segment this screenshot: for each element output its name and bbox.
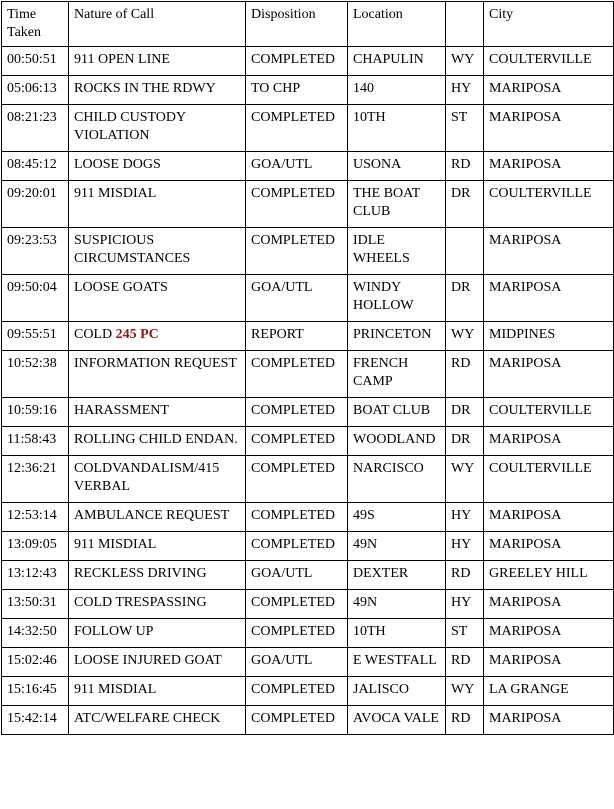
cell-time <box>2 105 69 152</box>
cell-city-text: COULTERVILLE <box>489 52 592 67</box>
cell-suffix-text: RD <box>451 566 471 581</box>
cell-city-text: MARIPOSA <box>489 280 562 295</box>
cell-location <box>348 503 446 532</box>
table-row <box>2 275 614 322</box>
table-row <box>2 677 614 706</box>
cell-disposition <box>246 228 348 275</box>
cell-disposition <box>246 275 348 322</box>
cell-time-text: 15:02:46 <box>7 653 57 668</box>
cell-suffix-text: RD <box>451 157 471 172</box>
header-location-suffix <box>446 2 484 47</box>
cell-suffix <box>446 351 484 398</box>
cell-city-text: COULTERVILLE <box>489 403 592 418</box>
cell-disposition-text: GOA/UTL <box>251 566 313 581</box>
cell-nature <box>69 427 246 456</box>
cell-nature <box>69 398 246 427</box>
cell-location <box>348 590 446 619</box>
cell-nature-text: AMBULANCE REQUEST <box>74 508 230 523</box>
cell-location-text: AVOCA VALE <box>353 711 439 726</box>
cell-city-text: MARIPOSA <box>489 653 562 668</box>
cell-time-text: 12:36:21 <box>7 461 57 476</box>
cell-location <box>348 152 446 181</box>
cell-time-text: 09:50:04 <box>7 280 57 295</box>
cell-time <box>2 706 69 735</box>
cell-suffix <box>446 105 484 152</box>
table-row <box>2 619 614 648</box>
cell-time-text: 00:50:51 <box>7 52 57 67</box>
cell-nature-text: HARASSMENT <box>74 403 169 418</box>
cell-time-text: 08:45:12 <box>7 157 57 172</box>
cell-suffix-text: RD <box>451 653 471 668</box>
cell-location-text: CHAPULIN <box>353 52 424 67</box>
cell-location <box>348 532 446 561</box>
cell-suffix-text: WY <box>451 327 475 342</box>
cell-city <box>484 619 614 648</box>
cell-suffix-text: DR <box>451 186 471 201</box>
cell-suffix <box>446 648 484 677</box>
header-disposition: Disposition <box>246 2 348 47</box>
cell-city-text: MARIPOSA <box>489 110 562 125</box>
cell-time <box>2 561 69 590</box>
cell-disposition <box>246 181 348 228</box>
cell-location <box>348 398 446 427</box>
cell-suffix-text: RD <box>451 711 471 726</box>
cell-time-text: 09:55:51 <box>7 327 57 342</box>
cell-disposition-text: COMPLETED <box>251 537 335 552</box>
cell-nature-text: RECKLESS DRIVING <box>74 566 207 581</box>
cell-nature <box>69 228 246 275</box>
table-row <box>2 590 614 619</box>
cell-time-text: 14:32:50 <box>7 624 57 639</box>
cell-disposition <box>246 590 348 619</box>
cell-nature-text: COLD TRESPASSING <box>74 595 207 610</box>
cell-suffix <box>446 619 484 648</box>
cell-nature <box>69 322 246 351</box>
cell-city <box>484 275 614 322</box>
cell-suffix-text: HY <box>451 508 472 523</box>
cell-time <box>2 275 69 322</box>
cell-disposition-text: COMPLETED <box>251 186 335 201</box>
cell-disposition <box>246 398 348 427</box>
cell-location <box>348 351 446 398</box>
cell-location-text: 140 <box>353 81 374 96</box>
table-row <box>2 181 614 228</box>
cell-suffix-text: WY <box>451 461 475 476</box>
cell-nature-text: 911 MISDIAL <box>74 682 157 697</box>
cell-nature-text: COLDVANDALISM/415 VERBAL <box>74 461 220 494</box>
cell-time-text: 05:06:13 <box>7 81 57 96</box>
cell-suffix <box>446 590 484 619</box>
cell-location-text: DEXTER <box>353 566 409 581</box>
table-row <box>2 322 614 351</box>
cell-nature <box>69 181 246 228</box>
cell-city <box>484 561 614 590</box>
cell-disposition <box>246 322 348 351</box>
cell-suffix-text: HY <box>451 81 472 96</box>
cell-nature-text: LOOSE GOATS <box>74 280 168 295</box>
cell-nature-text: SUSPICIOUS CIRCUMSTANCES <box>74 233 191 266</box>
cell-nature-text: INFORMATION REQUEST <box>74 356 237 371</box>
cell-city <box>484 427 614 456</box>
cell-city <box>484 322 614 351</box>
cell-disposition-text: TO CHP <box>251 81 301 96</box>
cell-city <box>484 706 614 735</box>
cell-time <box>2 76 69 105</box>
cell-time-text: 13:09:05 <box>7 537 57 552</box>
cell-location <box>348 561 446 590</box>
cell-time <box>2 532 69 561</box>
table-row <box>2 503 614 532</box>
cell-location-text: THE BOAT CLUB <box>353 186 421 219</box>
cell-time <box>2 503 69 532</box>
cell-location-text: PRINCETON <box>353 327 432 342</box>
table-row <box>2 398 614 427</box>
cell-disposition <box>246 76 348 105</box>
cell-suffix <box>446 427 484 456</box>
cell-city-text: MIDPINES <box>489 327 556 342</box>
cell-nature <box>69 351 246 398</box>
cell-disposition <box>246 648 348 677</box>
cell-disposition-text: GOA/UTL <box>251 653 313 668</box>
cell-time <box>2 322 69 351</box>
cell-disposition-text: REPORT <box>251 327 304 342</box>
cell-disposition-text: COMPLETED <box>251 682 335 697</box>
cell-location <box>348 181 446 228</box>
cell-city <box>484 181 614 228</box>
cell-disposition <box>246 706 348 735</box>
cell-location-text: USONA <box>353 157 402 172</box>
cell-city-text: MARIPOSA <box>489 157 562 172</box>
cell-disposition <box>246 503 348 532</box>
cell-disposition <box>246 677 348 706</box>
cell-suffix-text: DR <box>451 432 471 447</box>
cell-time-text: 15:42:14 <box>7 711 57 726</box>
cell-city-text: MARIPOSA <box>489 537 562 552</box>
cell-location <box>348 427 446 456</box>
cell-disposition-text: COMPLETED <box>251 110 335 125</box>
cell-time-text: 08:21:23 <box>7 110 57 125</box>
cell-disposition <box>246 456 348 503</box>
header-time-taken: Time Taken <box>2 2 69 47</box>
cell-disposition-text: COMPLETED <box>251 403 335 418</box>
cell-suffix-text: DR <box>451 403 471 418</box>
cell-city <box>484 76 614 105</box>
cell-city-text: LA GRANGE <box>489 682 569 697</box>
header-row <box>2 2 614 47</box>
cell-location <box>348 648 446 677</box>
cell-nature <box>69 105 246 152</box>
cell-time <box>2 47 69 76</box>
cell-location <box>348 275 446 322</box>
cell-city-text: MARIPOSA <box>489 233 562 248</box>
cell-city <box>484 456 614 503</box>
header-nature-of-call: Nature of Call <box>69 2 246 47</box>
cell-disposition-text: COMPLETED <box>251 595 335 610</box>
cell-time-text: 09:20:01 <box>7 186 57 201</box>
cell-nature-text: FOLLOW UP <box>74 624 154 639</box>
cell-nature <box>69 677 246 706</box>
cell-location-text: E WESTFALL <box>353 653 437 668</box>
cell-location-text: NARCISCO <box>353 461 424 476</box>
cell-location-text: 10TH <box>353 624 386 639</box>
cell-suffix <box>446 76 484 105</box>
cell-suffix <box>446 322 484 351</box>
cell-nature-text: ROLLING CHILD ENDAN. <box>74 432 238 447</box>
cell-location-text: 49N <box>353 537 378 552</box>
cell-location <box>348 677 446 706</box>
cell-location <box>348 619 446 648</box>
cell-city <box>484 648 614 677</box>
cell-time-text: 11:58:43 <box>7 432 57 447</box>
cell-location <box>348 105 446 152</box>
cell-nature <box>69 532 246 561</box>
cell-suffix <box>446 181 484 228</box>
table-row <box>2 648 614 677</box>
cell-disposition <box>246 351 348 398</box>
cell-disposition-text: COMPLETED <box>251 52 335 67</box>
cell-suffix <box>446 677 484 706</box>
cell-city <box>484 105 614 152</box>
cell-nature-text: ATC/WELFARE CHECK <box>74 711 221 726</box>
cell-disposition <box>246 532 348 561</box>
cell-nature <box>69 275 246 322</box>
cell-location <box>348 228 446 275</box>
cell-time <box>2 228 69 275</box>
cell-time <box>2 590 69 619</box>
cell-suffix <box>446 228 484 275</box>
cell-nature <box>69 706 246 735</box>
cell-suffix <box>446 561 484 590</box>
cell-suffix-text: RD <box>451 356 471 371</box>
cell-nature-text: 911 MISDIAL <box>74 537 157 552</box>
cell-suffix <box>446 47 484 76</box>
cell-nature <box>69 503 246 532</box>
penal-code-highlight: 245 PC <box>115 327 159 342</box>
cell-time-text: 13:12:43 <box>7 566 57 581</box>
cell-city <box>484 228 614 275</box>
cell-location-text: 49N <box>353 595 378 610</box>
cell-location <box>348 322 446 351</box>
cell-city-text: GREELEY HILL <box>489 566 588 581</box>
cell-suffix-text: WY <box>451 52 475 67</box>
cell-time <box>2 456 69 503</box>
cell-disposition-text: COMPLETED <box>251 508 335 523</box>
cell-suffix-text: DR <box>451 280 471 295</box>
cell-time-text: 09:23:53 <box>7 233 57 248</box>
cell-location-text: JALISCO <box>353 682 410 697</box>
cell-location-text: WINDY HOLLOW <box>353 280 414 313</box>
cell-disposition-text: COMPLETED <box>251 711 335 726</box>
cell-nature <box>69 76 246 105</box>
table-row <box>2 532 614 561</box>
cell-time <box>2 648 69 677</box>
cell-time-text: 10:52:38 <box>7 356 57 371</box>
cell-suffix-text: ST <box>451 624 468 639</box>
cell-disposition <box>246 47 348 76</box>
cell-time-text: 12:53:14 <box>7 508 57 523</box>
cell-disposition-text: COMPLETED <box>251 624 335 639</box>
cell-disposition-text: GOA/UTL <box>251 157 313 172</box>
table-row <box>2 351 614 398</box>
cell-disposition <box>246 105 348 152</box>
cell-nature-text: LOOSE DOGS <box>74 157 161 172</box>
cell-city-text: MARIPOSA <box>489 81 562 96</box>
cell-time-text: 13:50:31 <box>7 595 57 610</box>
cell-location-text: BOAT CLUB <box>353 403 431 418</box>
cell-time <box>2 677 69 706</box>
cell-nature <box>69 456 246 503</box>
cell-disposition <box>246 619 348 648</box>
cell-suffix <box>446 706 484 735</box>
cell-suffix <box>446 152 484 181</box>
table-row <box>2 427 614 456</box>
cell-nature-text: COLD <box>74 327 116 342</box>
cell-location-text: 10TH <box>353 110 386 125</box>
cell-city-text: MARIPOSA <box>489 624 562 639</box>
cell-city <box>484 503 614 532</box>
cell-nature-text: LOOSE INJURED GOAT <box>74 653 222 668</box>
cell-suffix <box>446 503 484 532</box>
cell-nature <box>69 648 246 677</box>
cell-suffix <box>446 456 484 503</box>
cell-suffix-text: WY <box>451 682 475 697</box>
cell-city-text: MARIPOSA <box>489 432 562 447</box>
cell-time <box>2 619 69 648</box>
cell-nature <box>69 152 246 181</box>
cell-city <box>484 152 614 181</box>
cell-time <box>2 152 69 181</box>
cell-city <box>484 398 614 427</box>
table-row <box>2 152 614 181</box>
cell-location <box>348 456 446 503</box>
cell-city-text: MARIPOSA <box>489 711 562 726</box>
cell-disposition <box>246 152 348 181</box>
cell-city-text: COULTERVILLE <box>489 186 592 201</box>
cell-disposition-text: COMPLETED <box>251 432 335 447</box>
cell-time <box>2 351 69 398</box>
cell-suffix-text: HY <box>451 537 472 552</box>
cell-location-text: IDLE WHEELS <box>353 233 410 266</box>
table-row <box>2 228 614 275</box>
cell-nature <box>69 619 246 648</box>
cell-nature-text: CHILD CUSTODY VIOLATION <box>74 110 186 143</box>
cell-time <box>2 427 69 456</box>
cell-city-text: MARIPOSA <box>489 356 562 371</box>
cell-city <box>484 532 614 561</box>
cell-time <box>2 181 69 228</box>
table-row <box>2 456 614 503</box>
table-row <box>2 105 614 152</box>
cell-location <box>348 47 446 76</box>
cell-nature <box>69 561 246 590</box>
cell-time-text: 15:16:45 <box>7 682 57 697</box>
table-row <box>2 561 614 590</box>
header-location: Location <box>348 2 446 47</box>
cell-city <box>484 351 614 398</box>
cell-city-text: MARIPOSA <box>489 508 562 523</box>
cell-city <box>484 590 614 619</box>
cell-nature-text: ROCKS IN THE RDWY <box>74 81 216 96</box>
cell-disposition <box>246 427 348 456</box>
cell-suffix <box>446 398 484 427</box>
cell-location <box>348 706 446 735</box>
cell-disposition-text: COMPLETED <box>251 233 335 248</box>
cell-location-text: FRENCH CAMP <box>353 356 409 389</box>
table-row <box>2 47 614 76</box>
cell-time <box>2 398 69 427</box>
cell-disposition-text: COMPLETED <box>251 461 335 476</box>
cell-disposition <box>246 561 348 590</box>
cell-nature <box>69 47 246 76</box>
cell-suffix <box>446 275 484 322</box>
cell-suffix <box>446 532 484 561</box>
call-log-table <box>1 1 614 735</box>
cell-location-text: WOODLAND <box>353 432 436 447</box>
cell-disposition-text: GOA/UTL <box>251 280 313 295</box>
cell-time-text: 10:59:16 <box>7 403 57 418</box>
table-row <box>2 706 614 735</box>
cell-nature <box>69 590 246 619</box>
cell-suffix-text: HY <box>451 595 472 610</box>
cell-nature-text: 911 MISDIAL <box>74 186 157 201</box>
table-row <box>2 76 614 105</box>
cell-location-text: 49S <box>353 508 375 523</box>
cell-nature-text: 911 OPEN LINE <box>74 52 170 67</box>
cell-city-text: COULTERVILLE <box>489 461 592 476</box>
header-city: City <box>484 2 614 47</box>
cell-disposition-text: COMPLETED <box>251 356 335 371</box>
cell-city <box>484 677 614 706</box>
cell-city-text: MARIPOSA <box>489 595 562 610</box>
cell-city <box>484 47 614 76</box>
cell-location <box>348 76 446 105</box>
cell-suffix-text: ST <box>451 110 468 125</box>
